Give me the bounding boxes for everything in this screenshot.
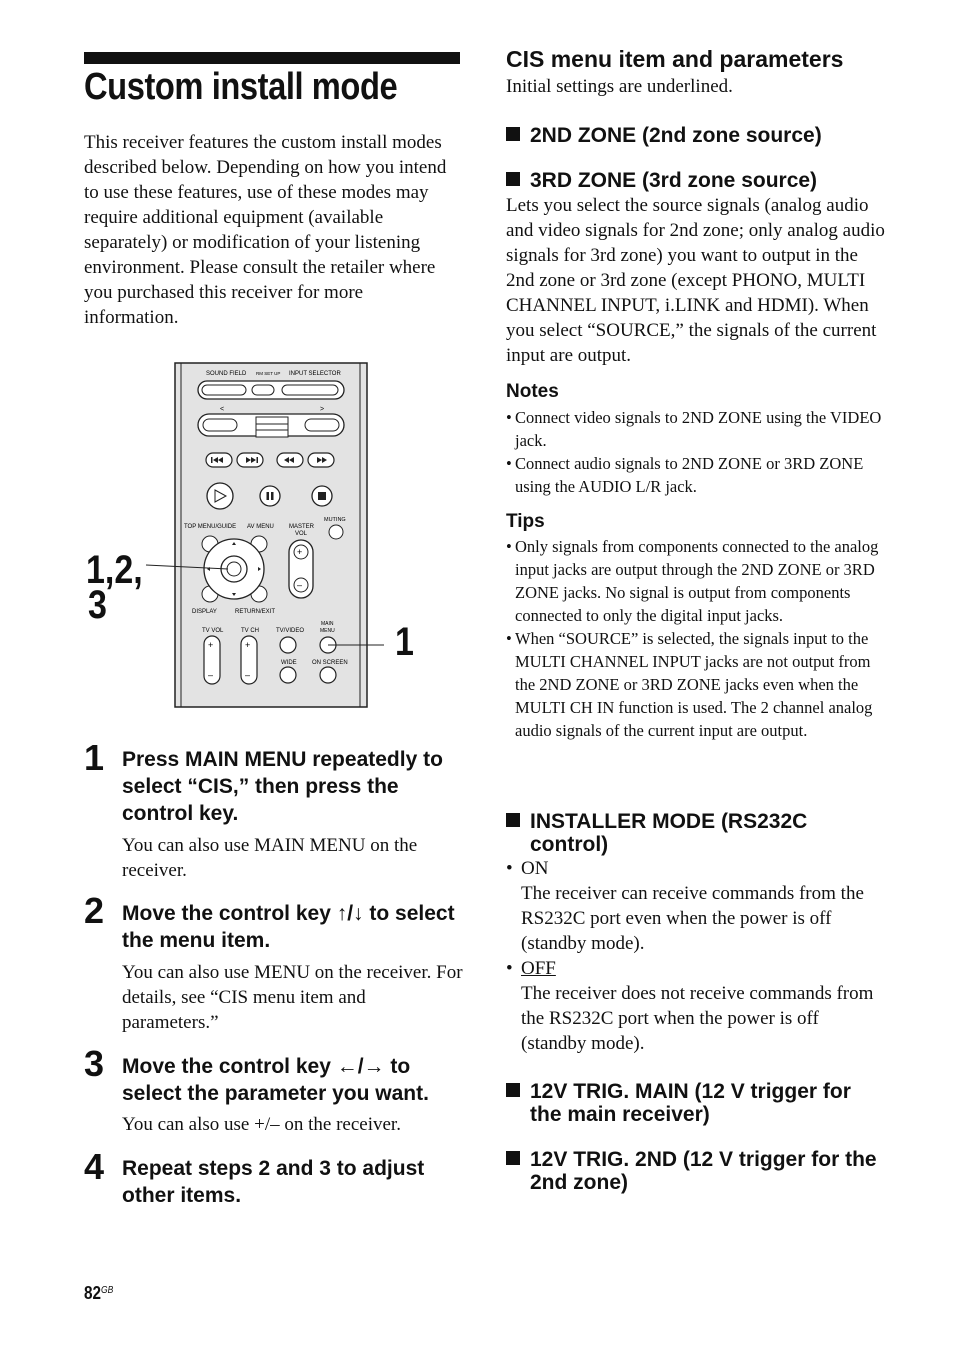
tips-heading: Tips	[506, 511, 545, 532]
label-gt: >	[320, 406, 325, 413]
option-on: • ON The receiver can receive commands from the RS232C port even when the power is off (standby mode).	[506, 856, 886, 956]
svg-text:–: –	[297, 580, 303, 590]
note-item: • Connect audio signals to 2ND ZONE or 3RD ZONE using the AUDIO L/R jack.	[506, 452, 886, 498]
svg-text:–: –	[245, 670, 251, 680]
label-lt: <	[220, 406, 225, 413]
notes-list	[506, 406, 886, 498]
label-input-selector: INPUT SELECTOR	[289, 371, 341, 377]
step-heading: Move the control key ↑/↓ to select the menu item.	[122, 902, 455, 952]
label-tv-ch: TV CH	[241, 628, 259, 634]
label-on-screen: ON SCREEN	[312, 660, 348, 666]
item-heading-12v-trig-2nd: 12V TRIG. 2ND (12 V trigger for the 2nd zone)	[506, 1148, 886, 1194]
option-description: The receiver can receive commands from the RS232C port even when the power is off (standby mode).	[521, 883, 864, 954]
item-heading-3rd-zone: 3RD ZONE (3rd zone source)	[506, 169, 886, 192]
item-heading-12v-trig-main: 12V TRIG. MAIN (12 V trigger for the main receiver)	[506, 1080, 886, 1126]
note-item: • Connect video signals to 2ND ZONE using the VIDEO jack.	[506, 406, 886, 452]
label-wide: WIDE	[281, 660, 297, 666]
section-heading: CIS menu item and parameters	[506, 46, 844, 72]
label-main-menu-2: MENU	[320, 628, 335, 634]
svg-text:–: –	[208, 670, 214, 680]
step-body: You can also use MAIN MENU on the receiver.	[122, 835, 418, 881]
step-number: 1	[84, 737, 105, 778]
square-bullet-icon	[506, 813, 520, 827]
page-title: Custom install mode	[84, 66, 398, 108]
callout-3: 3	[88, 583, 107, 627]
label-main-menu-1: MAIN	[321, 621, 334, 627]
zone-description: Lets you select the source signals (analog audio and video signals for 2nd zone; only analog audio signals for 3rd zone) you want to output in the 2nd zone or 3rd zone (except PHONO, MULTI CHANNEL INPUT, i.LINK and HDMI). When you select “SOURCE,” the signals of the current input are output.	[506, 195, 885, 366]
item-heading-installer-mode: INSTALLER MODE (RS232C control)	[506, 810, 886, 856]
step-number: 3	[84, 1043, 105, 1084]
label-return: RETURN/EXIT	[235, 609, 276, 615]
callout-1-2: 1,2,	[86, 548, 143, 592]
label-master-vol-1: MASTER	[289, 524, 315, 530]
square-bullet-icon	[506, 1083, 520, 1097]
square-bullet-icon	[506, 1151, 520, 1165]
square-bullet-icon	[506, 172, 520, 186]
intro-paragraph: This receiver features the custom install modes described below. Depending on how you intend to use these features, use of these modes may require additional equipment (available separately) or modification of your listening environment. Please consult the retailer where you purchased this receiver for more information.	[84, 132, 447, 328]
page-number: $82^{GB}$	[84, 1283, 114, 1303]
label-tv-vol: TV VOL	[202, 628, 224, 634]
label-top-menu: TOP MENU/GUIDE	[184, 524, 237, 530]
remote-control-illustration	[84, 362, 384, 708]
step-body: You can also use +/– on the receiver.	[122, 1114, 401, 1135]
tip-item: • When “SOURCE” is selected, the signals input to the MULTI CHANNEL INPUT jacks are not output from the 2ND ZONE or 3RD ZONE jacks even when the MULTI CH IN function is used. The 2 channel analog audio signals of the current input are output.	[506, 627, 886, 742]
step-heading: Move the control key ←/→ to select the parameter you want.	[122, 1055, 429, 1105]
step-heading: Press MAIN MENU repeatedly to select “CIS,” then press the control key.	[122, 748, 443, 825]
label-av-menu: AV MENU	[247, 524, 274, 530]
tips-list	[506, 535, 886, 742]
option-label-default: OFF	[521, 958, 556, 979]
callout-1-right: 1	[395, 620, 414, 664]
tip-item: • Only signals from components connected to the analog input jacks are output through the 2ND ZONE or 3RD ZONE jacks. No signal is output from components connected to only the digital input jacks.	[506, 535, 886, 627]
step-body: You can also use MENU on the receiver. For details, see “CIS menu item and parameters.”	[122, 962, 463, 1033]
option-description: The receiver does not receive commands from the RS232C port when the power is off (standby mode).	[521, 983, 874, 1054]
notes-heading: Notes	[506, 381, 559, 402]
label-sound-field: SOUND FIELD	[206, 371, 247, 377]
label-tv-video: TV/VIDEO	[276, 628, 305, 634]
option-off: • OFF The receiver does not receive commands from the RS232C port when the power is off (standby mode).	[506, 956, 886, 1056]
square-bullet-icon	[506, 127, 520, 141]
svg-text:+: +	[208, 640, 214, 650]
title-rule	[84, 52, 460, 64]
step-number: 2	[84, 890, 105, 931]
remote-control-figure	[84, 362, 384, 708]
label-muting: MUTING	[324, 517, 346, 523]
option-label: ON	[521, 858, 549, 879]
svg-text:+: +	[245, 640, 251, 650]
item-heading-2nd-zone: 2ND ZONE (2nd zone source)	[506, 124, 886, 147]
label-rm-set-up: RM SET UP	[256, 371, 281, 376]
step-number: 4	[84, 1146, 105, 1187]
svg-text:+: +	[297, 547, 303, 557]
label-display: DISPLAY	[192, 609, 217, 615]
label-master-vol-2: VOL	[295, 531, 308, 537]
section-subheading: Initial settings are underlined.	[506, 76, 733, 97]
step-heading: Repeat steps 2 and 3 to adjust other items.	[122, 1157, 425, 1207]
